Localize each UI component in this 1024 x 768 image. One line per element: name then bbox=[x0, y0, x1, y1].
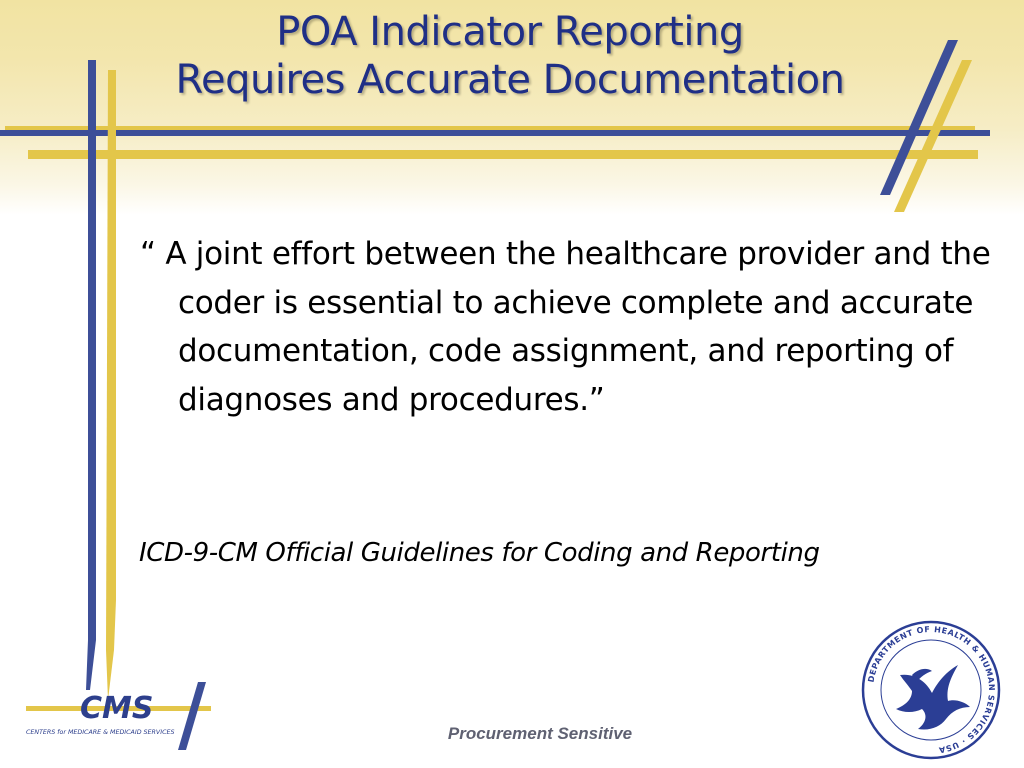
hhs-seal-ring-text: DEPARTMENT OF HEALTH & HUMAN SERVICES · USA bbox=[866, 624, 997, 755]
quote-text: “ A joint effort between the healthcare provider and the coder is essential to achieve complete and accurate documentation, code assignment, and reporting of diagnoses and procedures.” bbox=[140, 236, 991, 418]
slide-title-line-1: POA Indicator Reporting bbox=[276, 9, 744, 55]
slide-title-line-2: Requires Accurate Documentation bbox=[175, 57, 845, 103]
blue-horizontal-bar bbox=[0, 130, 990, 136]
slide-title bbox=[60, 8, 960, 104]
cms-logo-tagline: CENTERS for MEDICARE & MEDICAID SERVICES bbox=[26, 729, 175, 736]
cms-logo-wordmark: CMS bbox=[80, 691, 154, 726]
hhs-eagle-seal bbox=[856, 615, 1006, 765]
cms-logo-blue-slash bbox=[178, 682, 206, 750]
footer-text: Procurement Sensitive bbox=[447, 724, 633, 743]
cms-logo bbox=[18, 676, 228, 756]
quote-source: ICD-9-CM Official Guidelines for Coding and Reporting bbox=[139, 538, 820, 568]
gold-vertical-bar bbox=[106, 70, 116, 700]
gold-horizontal-bar-lower bbox=[28, 150, 978, 159]
